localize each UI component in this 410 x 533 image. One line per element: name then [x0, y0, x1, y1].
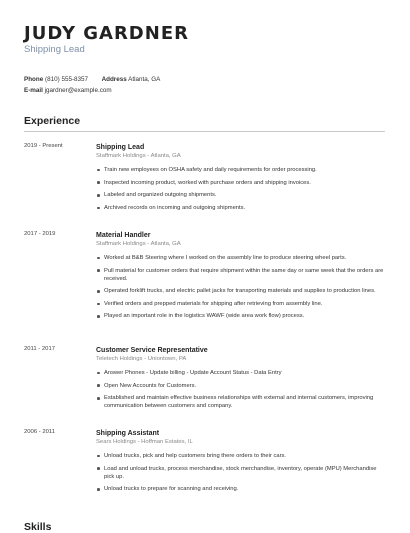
- phone-label: Phone: [24, 76, 44, 83]
- phone-value: (810) 555-8357: [45, 76, 89, 83]
- bullet-item: Unload trucks to prepare for scanning and receiving.: [96, 485, 385, 493]
- skills-heading: Skills: [24, 521, 52, 533]
- address-label: Address: [101, 76, 127, 83]
- entry-org: Teletech Holdings - Uniontown, PA: [96, 356, 187, 362]
- bullet-item: Archived records on incoming and outgoing shipments.: [96, 204, 385, 212]
- entry-role: Customer Service Representative: [96, 347, 208, 354]
- contact-block: [24, 74, 160, 96]
- entry-bullets: [96, 254, 385, 320]
- entry-bullets: [96, 369, 385, 410]
- entry-dates: 2017 - 2019: [24, 231, 56, 237]
- entry-bullets: [96, 166, 385, 212]
- bullet-item: Load and unload trucks, process merchandise, stock merchandise, inventory, operate (MPU) Merchandise pick up.: [96, 465, 385, 481]
- bullet-item: Answer Phones - Update billing - Update Account Status - Data Entry: [96, 369, 385, 377]
- experience-divider: [24, 131, 385, 132]
- bullet-item: Operated forklift trucks, and electric pallet jacks for transporting materials and supplies to production lines.: [96, 287, 385, 295]
- bullet-item: Inspected incoming product, worked with purchase orders and shipping invoices.: [96, 179, 385, 187]
- entry-dates: 2006 - 2011: [24, 429, 56, 435]
- bullet-item: Open New Accounts for Customers.: [96, 382, 385, 390]
- entry-dates: 2011 - 2017: [24, 346, 56, 352]
- candidate-title: Shipping Lead: [24, 44, 85, 55]
- entry-org: Staffmark Holdings - Atlanta, GA: [96, 153, 181, 159]
- bullet-item: Verified orders and prepped materials for shipping after retrieving from assembly line.: [96, 300, 385, 308]
- candidate-name: JUDY GARDNER: [24, 23, 189, 44]
- bullet-item: Unload trucks, pick and help customers bring there orders to their cars.: [96, 452, 385, 460]
- bullet-item: Established and maintain effective business relationships with external and internal customers, improving communication between customers and company.: [96, 394, 385, 410]
- entry-role: Shipping Assistant: [96, 430, 160, 437]
- email-value[interactable]: jgardner@example.com: [44, 87, 112, 94]
- address-value: Atlanta, GA: [128, 76, 161, 83]
- experience-heading: Experience: [24, 115, 81, 127]
- bullet-item: Train new employees on OSHA safety and daily requirements for order processing.: [96, 166, 385, 174]
- entry-bullets: [96, 452, 385, 493]
- contact-row-1: [24, 74, 160, 85]
- contact-row-2: [24, 85, 160, 96]
- bullet-item: Played an important role in the logistics WAWF (wide area work flow) process.: [96, 312, 385, 320]
- email-label: E-mail: [24, 87, 43, 94]
- bullet-item: Labeled and organized outgoing shipments.: [96, 191, 385, 199]
- bullet-item: Pull material for customer orders that require shipment within the same day or same week that the orders are received.: [96, 267, 385, 283]
- entry-dates: 2019 - Present: [24, 143, 63, 149]
- entry-role: Shipping Lead: [96, 144, 145, 151]
- entry-role: Material Handler: [96, 232, 151, 239]
- entry-org: Sears Holdings - Hoffman Estates, IL: [96, 439, 193, 445]
- entry-org: Staffmark Holdings - Atlanta, GA: [96, 241, 181, 247]
- bullet-item: Worked at B&B Steering where I worked on the assembly line to produce steering wheel parts.: [96, 254, 385, 262]
